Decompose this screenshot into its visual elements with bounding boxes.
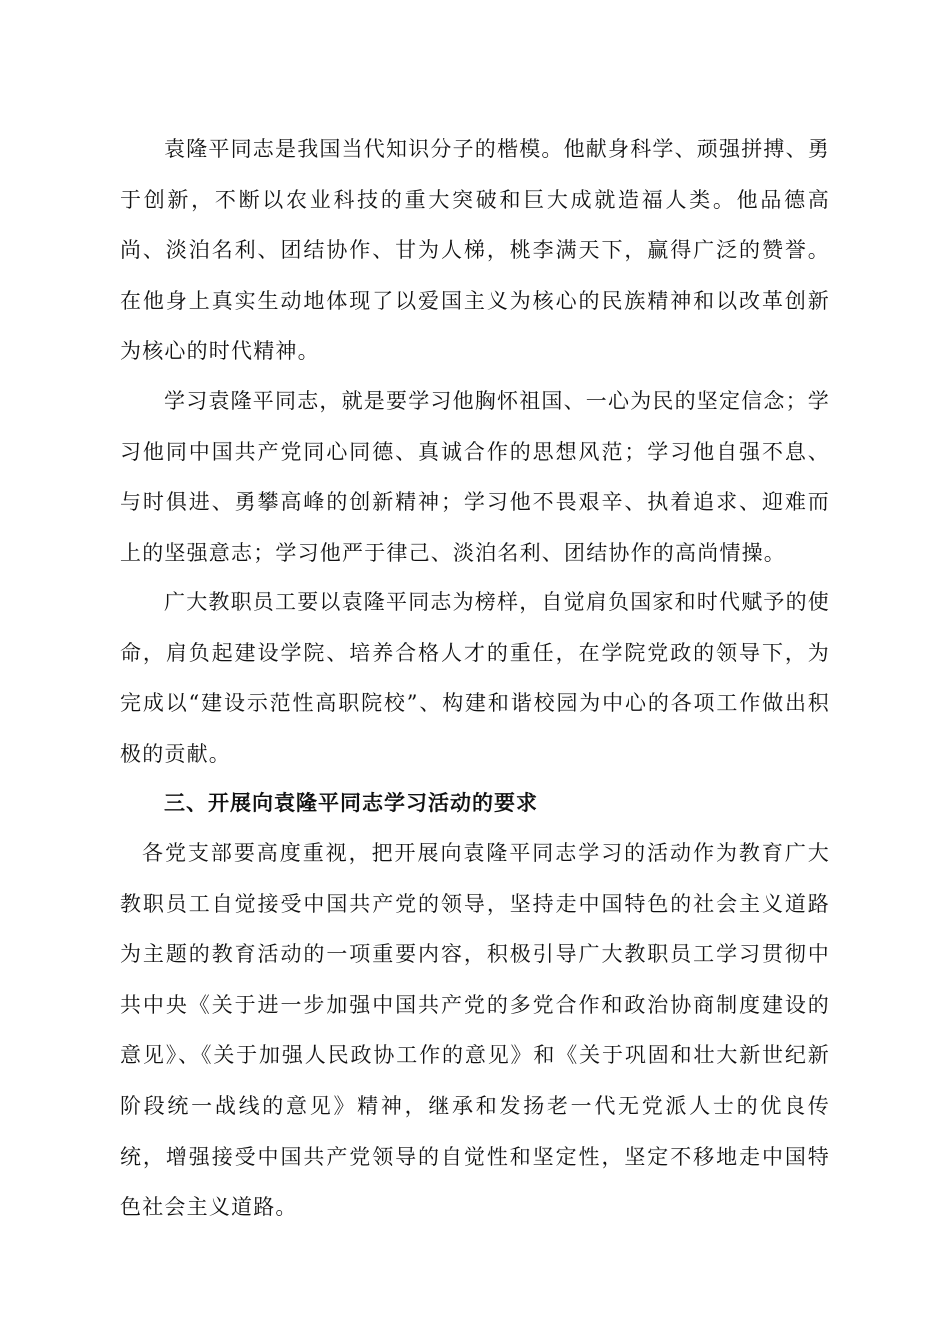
paragraph-staff-call: 广大教职员工要以袁隆平同志为榜样，自觉肩负国家和时代赋予的使命，肩负起建设学院、培养合格人才的重任，在学院党政的领导下，为完成以“建设示范性高职院校”、构建和谐校园为中心的各项工作做出积极的贡献。 (120, 590, 830, 766)
paragraph-learning-points: 学习袁隆平同志，就是要学习他胸怀祖国、一心为民的坚定信念；学习他同中国共产党同心同德、真诚合作的思想风范；学习他自强不息、与时俱进、勇攀高峰的创新精神；学习他不畏艰辛、执着追求、迎难而上的坚强意志；学习他严于律己、淡泊名利、团结协作的高尚情操。 (120, 389, 830, 565)
paragraph-role-model: 袁隆平同志是我国当代知识分子的楷模。他献身科学、顽强拼搏、勇于创新，不断以农业科技的重大突破和巨大成就造福人类。他品德高尚、淡泊名利、团结协作、甘为人梯，桃李满天下，赢得广泛的赞誉。在他身上真实生动地体现了以爱国主义为核心的民族精神和以改革创新为核心的时代精神。 (120, 137, 830, 364)
paragraph-requirements: 各党支部要高度重视，把开展向袁隆平同志学习的活动作为教育广大教职员工自觉接受中国共产党的领导，坚持走中国特色的社会主义道路为主题的教育活动的一项重要内容，积极引导广大教职员工学习贯彻中共中央《关于进一步加强中国共产党的多党合作和政治协商制度建设的意见》、《关于加强人民政协工作的意见》和《关于巩固和壮大新世纪新阶段统一战线的意见》精神，继承和发扬老一代无党派人士的优良传统，增强接受中国共产党领导的自觉性和坚定性，坚定不移地走中国特色社会主义道路。 (120, 841, 830, 1220)
section-heading: 三、开展向袁隆平同志学习活动的要求 (164, 791, 538, 815)
